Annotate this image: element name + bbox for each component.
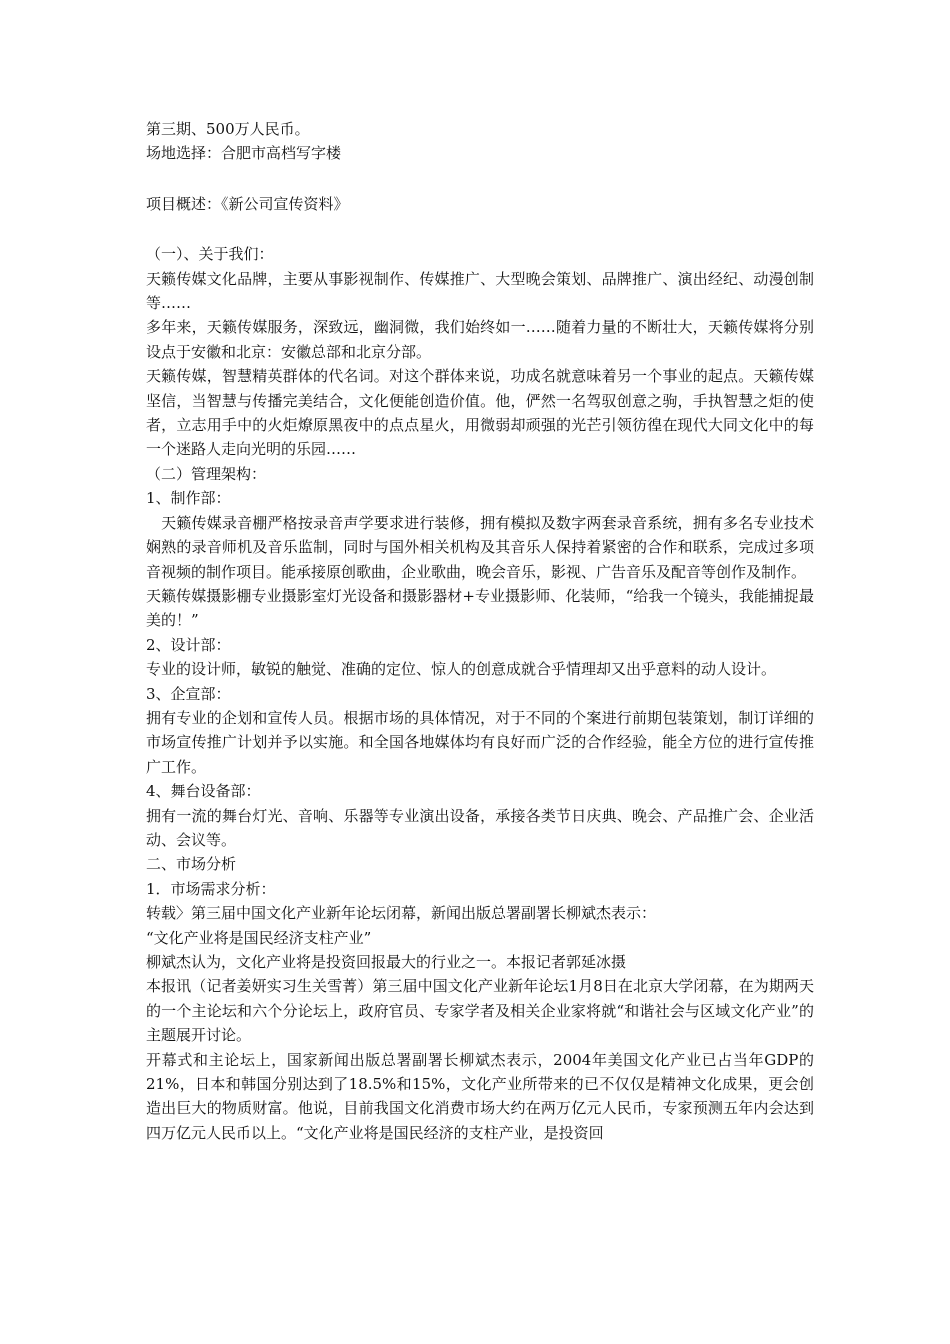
paragraph-photo-caption: 柳斌杰认为，文化产业将是投资回报最大的行业之一。本报记者郭延冰摄 bbox=[146, 953, 627, 971]
heading-about-us: （一）、关于我们： bbox=[146, 245, 274, 264]
heading-stage-dept: 4、舞台设备部： bbox=[146, 782, 261, 801]
heading-market-analysis: 二、市场分析 bbox=[146, 855, 237, 874]
paragraph-quote-title: “文化产业将是国民经济支柱产业” bbox=[146, 928, 372, 947]
paragraph-stage: 拥有一流的舞台灯光、音响、乐器等专业演出设备，承接各类节日庆典、晚会、产品推广会、企业活动、会议等。 bbox=[146, 806, 814, 849]
heading-management-structure: （二）管理架构： bbox=[146, 464, 267, 483]
paragraph-recording-studio: 天籁传媒录音棚严格按录音声学要求进行装修，拥有模拟及数字两套录音系统，拥有多名专业技术娴熟的录音师机及音乐监制，同时与国外相关机构及其音乐人保持着紧密的合作和联系，完成过多项音视频的制作项目。能承接原创歌曲，企业歌曲，晚会音乐，影视、广告音乐及配音等创作及制作。 bbox=[146, 513, 814, 581]
paragraph-years-service: 多年来，天籁传媒服务，深致远，幽洞微，我们始终如一……随着力量的不断壮大，天籁传媒将分别设点于安徽和北京：安徽总部和北京分部。 bbox=[146, 318, 814, 361]
paragraph-design: 专业的设计师，敏锐的触觉、准确的定位、惊人的创意成就合乎情理却又出乎意料的动人设计。 bbox=[146, 660, 777, 679]
heading-design-dept: 2、设计部： bbox=[146, 635, 231, 654]
paragraph-opening-forum: 开幕式和主论坛上，国家新闻出版总署副署长柳斌杰表示，2004年美国文化产业已占当年GDP的21%，日本和韩国分别达到了18.5%和15%，文化产业所带来的已不仅仅是精神文化成果，更会创造出巨大的物质财富。他说，目前我国文化消费市场大约在两万亿元人民币，专家预测五年内会达到四万亿元人民币以上。“文化产业将是国民经济的支柱产业，是投资回 bbox=[146, 1050, 814, 1142]
heading-publicity-dept: 3、企宣部： bbox=[146, 684, 231, 703]
paragraph-publicity: 拥有专业的企划和宣传人员。根据市场的具体情况，对于不同的个案进行前期包装策划，制订详细的市场宣传推广计划并予以实施。和全国各地媒体均有良好而广泛的合作经验，能全方位的进行宣传推广工作。 bbox=[146, 708, 814, 776]
paragraph-reprint-note: 转载〉第三届中国文化产业新年论坛闭幕，新闻出版总署副署长柳斌杰表示： bbox=[146, 904, 657, 923]
paragraph-project-overview: 项目概述：《新公司宣传资料》 bbox=[146, 194, 349, 213]
heading-production-dept: 1、制作部： bbox=[146, 489, 231, 508]
paragraph-brand-intro: 天籁传媒文化品牌，主要从事影视制作、传媒推广、大型晚会策划、品牌推广、演出经纪、动漫创制等…… bbox=[146, 269, 814, 313]
blank-line bbox=[146, 216, 814, 242]
heading-market-demand: 1．市场需求分析： bbox=[146, 879, 276, 898]
document-body bbox=[146, 117, 814, 1145]
paragraph-venue: 场地选择：合肥市高档写字楼 bbox=[146, 144, 342, 163]
paragraph-news-report: 本报讯（记者姜妍实习生关雪菁）第三届中国文化产业新年论坛1月8日在北京大学闭幕，在为期两天的一个主论坛和六个分论坛上，政府官员、专家学者及相关企业家将就“和谐社会与区域文化产业”的主题展开讨论。 bbox=[146, 977, 814, 1045]
blank-line bbox=[146, 166, 814, 192]
paragraph-photo-studio: 天籁传媒摄影棚专业摄影室灯光设备和摄影器材+专业摄影师、化装师，“给我一个镜头，我能捕捉最美的！” bbox=[146, 586, 814, 630]
paragraph-wisdom-elite: 天籁传媒，智慧精英群体的代名词。对这个群体来说，功成名就意味着另一个事业的起点。天籁传媒坚信，当智慧与传播完美结合，文化便能创造价值。他，俨然一名驾驭创意之驹，手执智慧之炬的使者，立志用手中的火炬燎原黑夜中的点点星火，用微弱却顽强的光芒引领彷徨在现代大同文化中的每一个迷路人走向光明的乐园…… bbox=[146, 367, 814, 459]
paragraph-investment-phase: 第三期、500万人民币。 bbox=[146, 120, 310, 138]
